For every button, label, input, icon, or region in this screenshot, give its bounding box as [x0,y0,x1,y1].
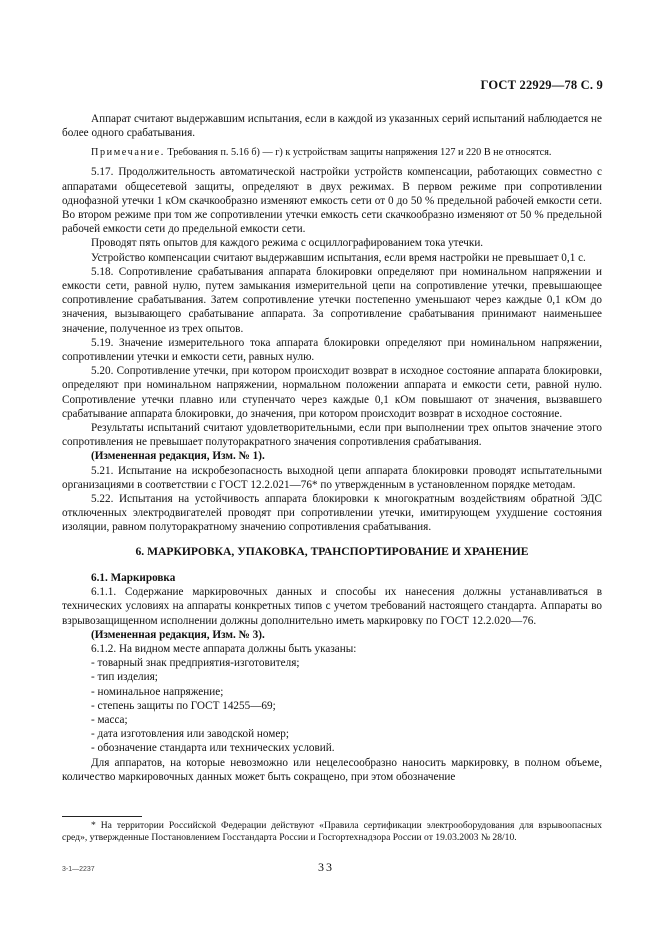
print-code: 3-1—2237 [62,866,95,873]
list-item: - тип изделия; [91,671,158,684]
document-body [62,112,602,784]
paragraph-6-1-2: 6.1.2. На видном месте аппарата должны быть указаны: [91,642,357,655]
subsection-6-1-title: 6.1. Маркировка [91,571,176,584]
footnote-divider [62,816,142,817]
paragraph-5-17: 5.17. Продолжительность автоматической настройки устройств компенсации, работающих совместно с аппаратами общесетевой защиты, определяют в двух режимах. В первом режиме при сопротивлении однофазной утечки 1 кОм скачкообразно изменяют емкость сети от 0 до 50 % предельной рабочей емкости сети. Во втором режиме при том же сопротивлении утечки емкость сети скачкообразно изменяют от 50 % предельной рабочей емкости сети до предельной емкости сети. [62,166,602,236]
page-header: ГОСТ 22929—78 С. 9 [480,78,603,92]
list-item: - обозначение стандарта или технических условий. [91,742,335,755]
note-label: Примечание. [91,147,165,159]
edition-note-3: (Измененная редакция, Изм. № 3). [91,628,265,641]
list-item: - товарный знак предприятия-изготовителя; [91,657,300,670]
marking-list [62,656,602,755]
list-item: - масса; [91,713,128,726]
section-6-title: 6. МАРКИРОВКА, УПАКОВКА, ТРАНСПОРТИРОВАНИЕ И ХРАНЕНИЕ [135,544,529,558]
paragraph-6-1-1: 6.1.1. Содержание маркировочных данных и способы их нанесения должны устанавливаться в технических условиях на аппараты конкретных типов с учетом требований настоящего стандарта. Аппараты во взрывозащищенном исполнении должны дополнительно иметь маркировку по ГОСТ 12.2.020—76. [62,586,602,627]
paragraph-5-19: 5.19. Значение измерительного тока аппарата блокировки определяют при номинальном напряжении, сопротивлении утечки и емкости сети, равных нулю. [62,336,602,364]
paragraph-5-17-b: Проводят пять опытов для каждого режима с осциллографированием тока утечки. [91,237,484,250]
paragraph-5-17-c: Устройство компенсации считают выдержавшим испытания, если время настройки не превышает 0,1 с. [91,251,586,264]
paragraph-5-21: 5.21. Испытание на искробезопасность выходной цепи аппарата блокировки проводят испытательными организациями в соответствии с ГОСТ 12.2.021—76* по утвержденным в установленном порядке методам. [62,464,602,491]
list-item: - дата изготовления или заводской номер; [91,728,290,741]
list-item: - номинальное напряжение; [91,685,224,698]
page-number: 33 [318,860,334,874]
paragraph-last: Для аппаратов, на которые невозможно или нецелесообразно наносить маркировку, в полном объеме, количество маркировочных данных может быть сокращено, при этом обозначение [62,756,602,783]
edition-note-1: (Измененная редакция, Изм. № 1). [91,450,265,463]
paragraph-5-20-b: Результаты испытаний считают удовлетворительными, если при выполнении трех опытов значение этого сопротивления не превышает полуторакратного значения сопротивления срабатывания. [62,422,602,449]
footnote-text: * На территории Российской Федерации действуют «Правила сертификации электрооборудования для взрывоопасных сред», утвержденные Постановлением Госстандарта России и Госгортехнадзора России от 19.03.2003 № 28/10. [62,820,602,844]
note-text: Требования п. 5.16 б) — г) к устройствам защиты напряжения 127 и 220 В не относятся. [167,147,552,159]
paragraph-intro: Аппарат считают выдержавшим испытания, если в каждой из указанных серий испытаний наблюдается не более одного срабатывания. [62,113,602,140]
paragraph-5-20: 5.20. Сопротивление утечки, при котором происходит возврат в исходное состояние аппарата блокировки, определяют при номинальном напряжении, нормальном положении аппарата и емкости сети, равной нулю. Сопротивление утечки плавно или ступенчато через каждые 0,1 кОм повышают от значения, вызвавшего срабатывание аппарата блокировки, до значения, при котором происходит возврат в исходное состояние. [62,365,602,420]
list-item: - степень защиты по ГОСТ 14255—69; [91,699,276,712]
paragraph-5-18: 5.18. Сопротивление срабатывания аппарата блокировки определяют при номинальном напряжении и емкости сети, равной нулю, путем замыкания измерительной цепи на сопротивление утечки, превышающее сопротивление срабатывания. Затем сопротивление утечки постепенно уменьшают через каждые 0,1 кОм до значения, вызывающего срабатывание аппарата. За сопротивление срабатывания принимают наименьшее значение, полученное из трех опытов. [62,265,602,335]
paragraph-5-22: 5.22. Испытания на устойчивость аппарата блокировки к многократным воздействиям обратной ЭДС отключенных электродвигателей проводят при сопротивлении утечки, имитирующем ухудшение состояния изоляции, равном полуторакратному значению сопротивления срабатывания. [62,493,602,534]
note-paragraph [62,146,602,159]
footnote [62,820,602,844]
